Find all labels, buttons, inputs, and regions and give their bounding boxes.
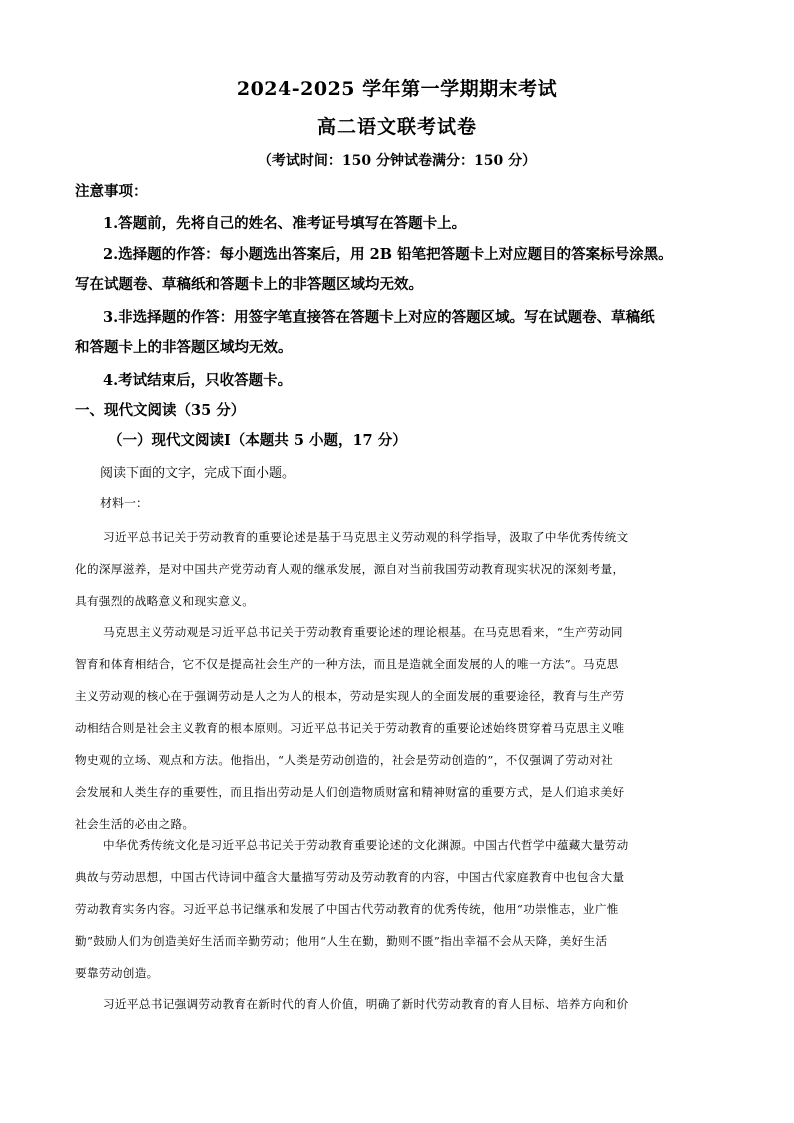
article-line: 勤”鼓励人们为创造美好生活而辛勤劳动；他用“人生在勤，勤则不匮”指出幸福不会从天降，美好生活 xyxy=(75,934,608,948)
article-line: 会发展和人类生存的重要性，而且指出劳动是人们创造物质财富和精神财富的重要方式，是人们追求美好 xyxy=(75,785,625,799)
exam-title: 2024-2025 学年第一学期期末考试 xyxy=(236,78,558,100)
notice-item-4: 4.考试结束后，只收答题卡。 xyxy=(103,372,293,389)
article-line: 马克思主义劳动观是习近平总书记关于劳动教育重要论述的理论根基。在马克思看来，“生产劳动同 xyxy=(103,625,623,639)
article-paragraph-2 xyxy=(75,616,743,840)
article-line: 化的深厚滋养，是对中国共产党劳动育人观的继承发展，源自对当前我国劳动教育现实状况的深刻考量， xyxy=(75,562,625,576)
article-line: 中华优秀传统文化是习近平总书记关于劳动教育重要论述的文化渊源。中国古代哲学中蕴藏大量劳动 xyxy=(103,838,629,852)
notice-item-3-line-2: 和答题卡上的非答题区域均无效。 xyxy=(75,339,293,356)
article-line: 社会生活的必由之路。 xyxy=(75,817,195,831)
article-line: 典故与劳动思想，中国古代诗词中蕴含大量描写劳动及劳动教育的内容，中国古代家庭教育中也包含大量 xyxy=(75,870,625,884)
material-label: 材料一： xyxy=(100,496,149,510)
article-line: 要靠劳动创造。 xyxy=(75,966,159,980)
reading-instruction: 阅读下面的文字，完成下面小题。 xyxy=(100,466,296,481)
article-paragraph-1 xyxy=(75,521,743,617)
article-line: 习近平总书记关于劳动教育的重要论述是基于马克思主义劳动观的科学指导，汲取了中华优秀传统文 xyxy=(103,530,629,544)
notice-item-2-line-2: 写在试题卷、草稿纸和答题卡上的非答题区域均无效。 xyxy=(75,276,423,293)
notice-heading: 注意事项： xyxy=(75,183,148,200)
article-line: 具有强烈的战略意义和现实意义。 xyxy=(75,594,255,608)
article-line: 智育和体育相结合，它不仅是提高社会生产的一种方法，而且是造就全面发展的人的唯一方法”。马克思 xyxy=(75,657,619,671)
exam-info: （考试时间：150 分钟试卷满分：150 分） xyxy=(257,153,537,169)
article-paragraph-4 xyxy=(75,988,743,1020)
subsection-heading: （一）现代文阅读Ⅰ（本题共 5 小题，17 分） xyxy=(108,432,407,449)
exam-subtitle: 高二语文联考试卷 xyxy=(316,116,477,138)
article-line: 物史观的立场、观点和方法。他指出，“人类是劳动创造的，社会是劳动创造的”，不仅强调了劳动对社 xyxy=(75,753,614,767)
section-heading: 一、现代文阅读（35 分） xyxy=(75,402,246,419)
article-paragraph-3 xyxy=(75,829,743,989)
article-line: 主义劳动观的核心在于强调劳动是人之为人的根本，劳动是实现人的全面发展的重要途径，教育与生产劳 xyxy=(75,689,625,703)
notice-item-3-line-1: 3.非选择题的作答：用签字笔直接答在答题卡上对应的答题区域。写在试题卷、草稿纸 xyxy=(103,309,655,326)
notice-item-2-line-1: 2.选择题的作答：每小题选出答案后，用 2B 铅笔把答题卡上对应题目的答案标号涂黑。 xyxy=(103,246,673,263)
article-line: 习近平总书记强调劳动教育在新时代的育人价值，明确了新时代劳动教育的育人目标、培养方向和价 xyxy=(103,997,629,1011)
article-line: 动相结合则是社会主义教育的根本原则。习近平总书记关于劳动教育的重要论述始终贯穿着马克思主义唯 xyxy=(75,721,625,735)
article-line: 劳动教育实务内容。习近平总书记继承和发展了中国古代劳动教育的优秀传统，他用“功崇惟志，业广惟 xyxy=(75,902,619,916)
notice-item-1: 1.答题前，先将自己的姓名、准考证号填写在答题卡上。 xyxy=(103,215,467,232)
